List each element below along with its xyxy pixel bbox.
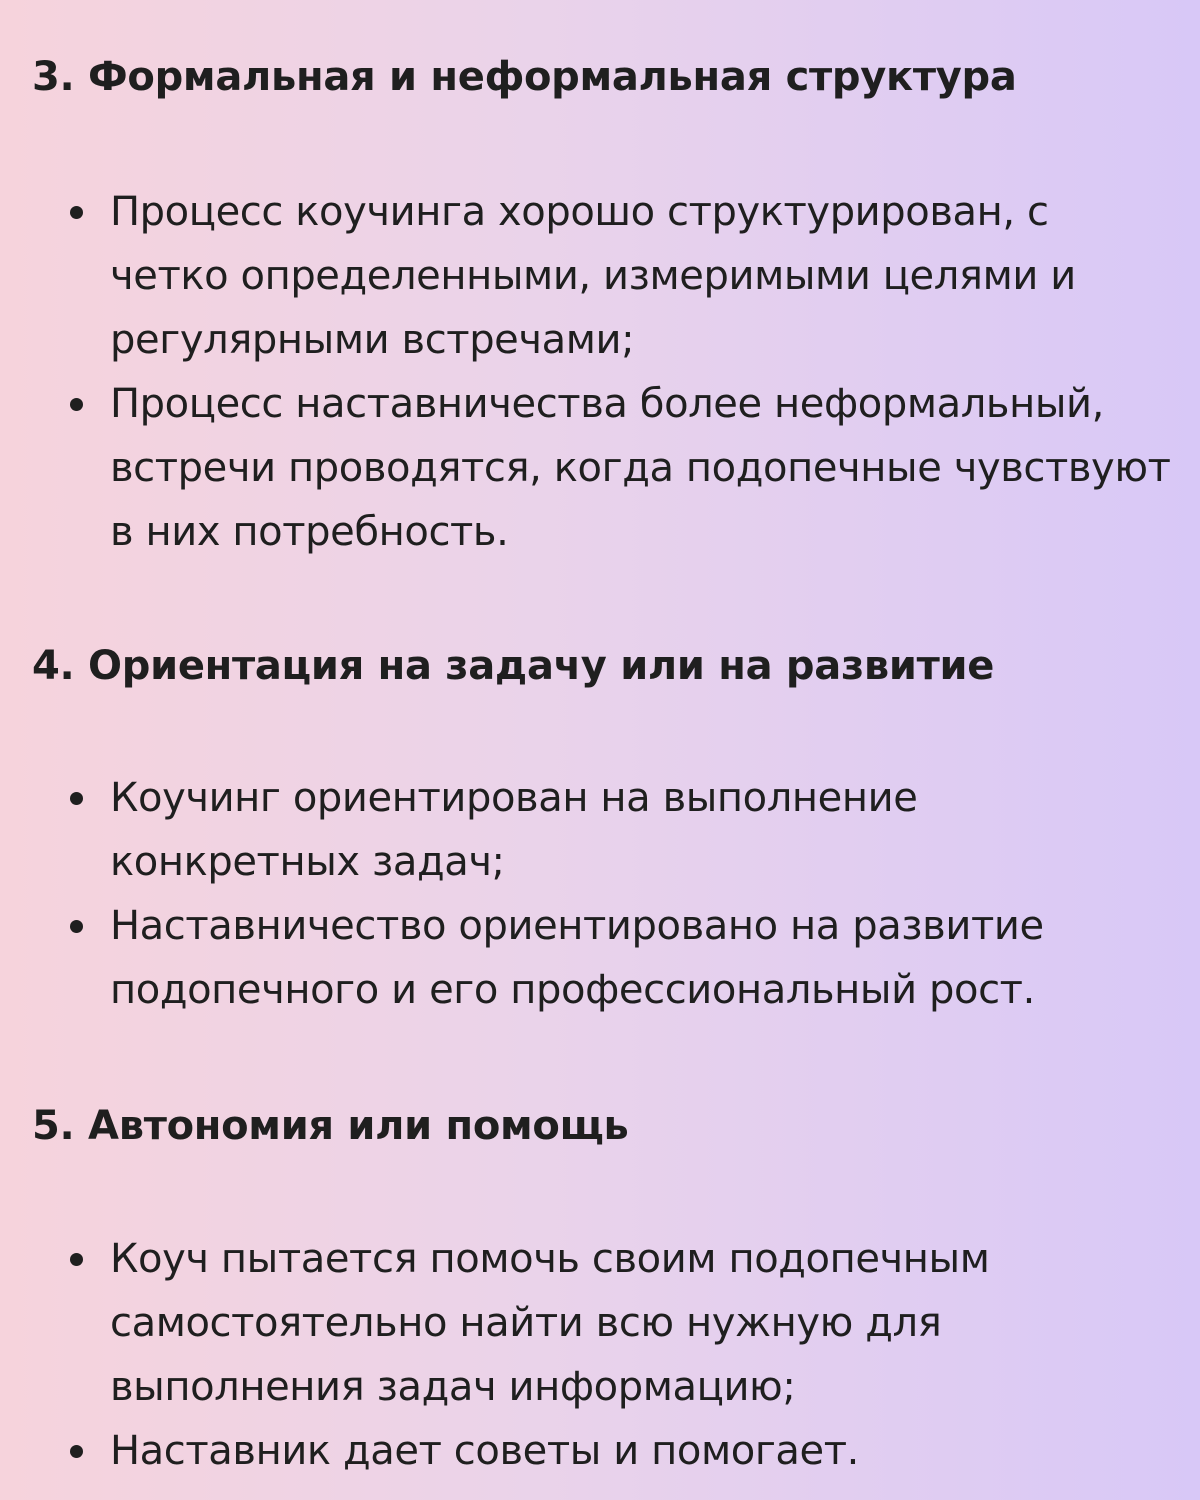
section-heading-autonomy: 5. Автономия или помощь [32,1103,629,1149]
list-item-text: Наставничество ориентировано на развитие подопечного и его профессиональный рост. [110,903,1044,1013]
list-item-text: Процесс наставничества более неформальный, встречи проводятся, когда подопечные чувствуют в них потребность. [110,381,1171,555]
bullet-icon [70,1445,83,1458]
bullet-list-orientation [62,766,1172,1022]
list-item-text: Процесс коучинга хорошо структурирован, с четко определенными, измеримыми целями и регулярными встречами; [110,189,1076,363]
list-item [62,766,1172,894]
section-heading-orientation: 4. Ориентация на задачу или на развитие [32,643,995,689]
bullet-icon [70,398,83,411]
bullet-icon [70,920,83,933]
list-item-text: Наставник дает советы и помогает. [110,1428,859,1474]
list-item [62,1227,1172,1419]
list-item [62,372,1172,564]
list-item [62,1419,1172,1483]
section-heading-structure: 3. Формальная и неформальная структура [32,54,1017,100]
bullet-icon [70,792,83,805]
bullet-list-structure [62,180,1172,564]
bullet-icon [70,206,83,219]
bullet-icon [70,1253,83,1266]
list-item [62,894,1172,1022]
bullet-list-autonomy [62,1227,1172,1483]
list-item-text: Коуч пытается помочь своим подопечным самостоятельно найти всю нужную для выполнения задач информацию; [110,1236,990,1410]
list-item [62,180,1172,372]
list-item-text: Коучинг ориентирован на выполнение конкретных задач; [110,775,918,885]
